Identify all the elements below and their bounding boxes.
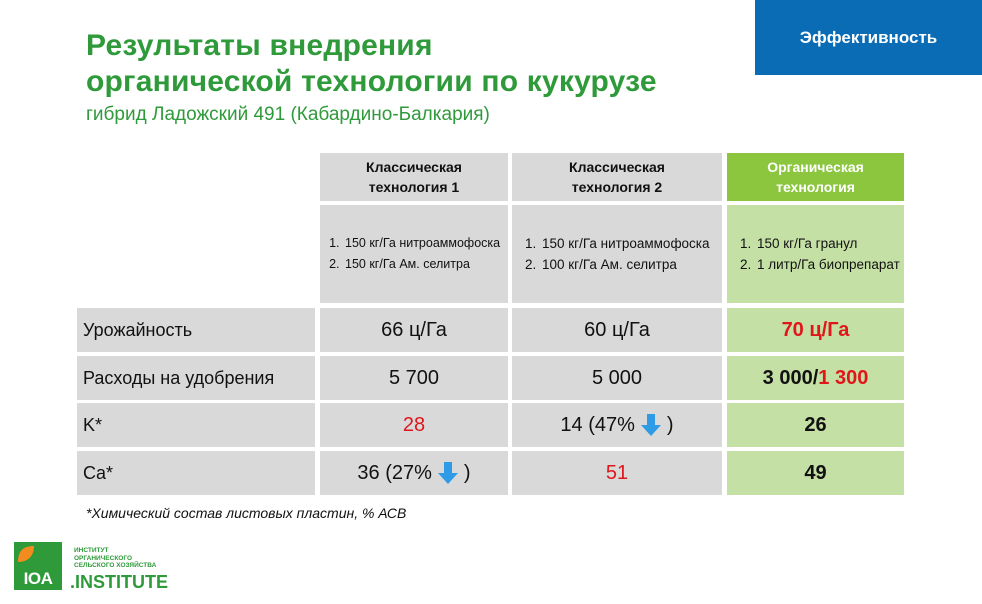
page-subtitle: гибрид Ладожский 491 (Кабардино-Балкария) — [86, 104, 490, 125]
institute-name: .INSTITUTE — [70, 572, 168, 592]
header-line: технология 1 — [368, 179, 460, 195]
institute-line: ОРГАНИЧЕСКОГО — [74, 554, 133, 562]
list-item: 2. 1 литр/Га биопрепарат — [755, 254, 900, 275]
yield-classic-2: 60 ц/Га — [512, 308, 722, 352]
footnote: *Химический состав листовых пластин, % АСВ — [86, 505, 407, 521]
institute-line: ИНСТИТУТ — [74, 547, 109, 554]
potassium-organic: 26 — [727, 403, 904, 447]
costs-classic-1: 5 700 — [320, 356, 508, 400]
yield-classic-1: 66 ц/Га — [320, 308, 508, 352]
header-line: Органическая — [767, 159, 864, 175]
list-item: 1. 150 кг/Га нитроаммофоска — [540, 233, 710, 254]
fertilizer-list — [512, 233, 710, 275]
logo-mark: IOA — [23, 569, 53, 588]
calcium-classic-1 — [320, 451, 508, 495]
calcium-organic: 49 — [727, 451, 904, 495]
institute-caption — [74, 547, 156, 570]
potassium-classic-2 — [512, 403, 722, 447]
down-arrow-icon — [438, 462, 458, 484]
yield-organic: 70 ц/Га — [727, 308, 904, 352]
column-description-classic-1 — [320, 205, 508, 303]
title-line-1: Результаты внедрения — [86, 29, 433, 62]
costs-organic — [727, 356, 904, 400]
title-line-2: органической технологии по кукурузе — [86, 65, 657, 98]
costs-organic-main: 3 000/ — [762, 366, 819, 389]
ioa-logo — [14, 542, 62, 590]
column-header-classic-2 — [512, 153, 722, 201]
calcium-classic-1-value: 36 (27% — [357, 461, 432, 484]
column-description-organic — [727, 205, 904, 303]
costs-organic-highlight: 1 300 — [818, 366, 869, 389]
row-label-yield: Урожайность — [77, 308, 315, 352]
list-item: 1. 150 кг/Га нитроаммофоска — [343, 233, 500, 254]
institute-line: СЕЛЬСКОГО ХОЗЯЙСТВА — [74, 562, 157, 570]
potassium-classic-1: 28 — [320, 403, 508, 447]
calcium-classic-2: 51 — [512, 451, 722, 495]
down-arrow-icon — [641, 414, 661, 436]
fertilizer-list — [727, 233, 900, 275]
section-badge: Эффективность — [755, 0, 982, 75]
row-label-potassium: K* — [77, 403, 315, 447]
row-label-calcium: Ca* — [77, 451, 315, 495]
costs-classic-2: 5 000 — [512, 356, 722, 400]
leaf-icon — [16, 544, 36, 564]
column-header-classic-1 — [320, 153, 508, 201]
header-line: технология 2 — [571, 179, 663, 195]
header-line: Классическая — [366, 159, 462, 175]
potassium-classic-2-close: ) — [666, 413, 674, 436]
column-description-classic-2 — [512, 205, 722, 303]
row-label-fertilizer-costs: Расходы на удобрения — [77, 356, 315, 400]
header-line: технология — [776, 179, 855, 195]
potassium-classic-2-value: 14 (47% — [560, 413, 635, 436]
list-item: 1. 150 кг/Га гранул — [755, 233, 900, 254]
list-item: 2. 150 кг/Га Ам. селитра — [343, 254, 500, 275]
list-item: 2. 100 кг/Га Ам. селитра — [540, 254, 710, 275]
header-line: Классическая — [569, 159, 665, 175]
column-header-organic — [727, 153, 904, 201]
page-title — [86, 28, 657, 100]
fertilizer-list — [320, 233, 500, 275]
calcium-classic-1-close: ) — [463, 461, 471, 484]
logo-square — [14, 542, 62, 590]
